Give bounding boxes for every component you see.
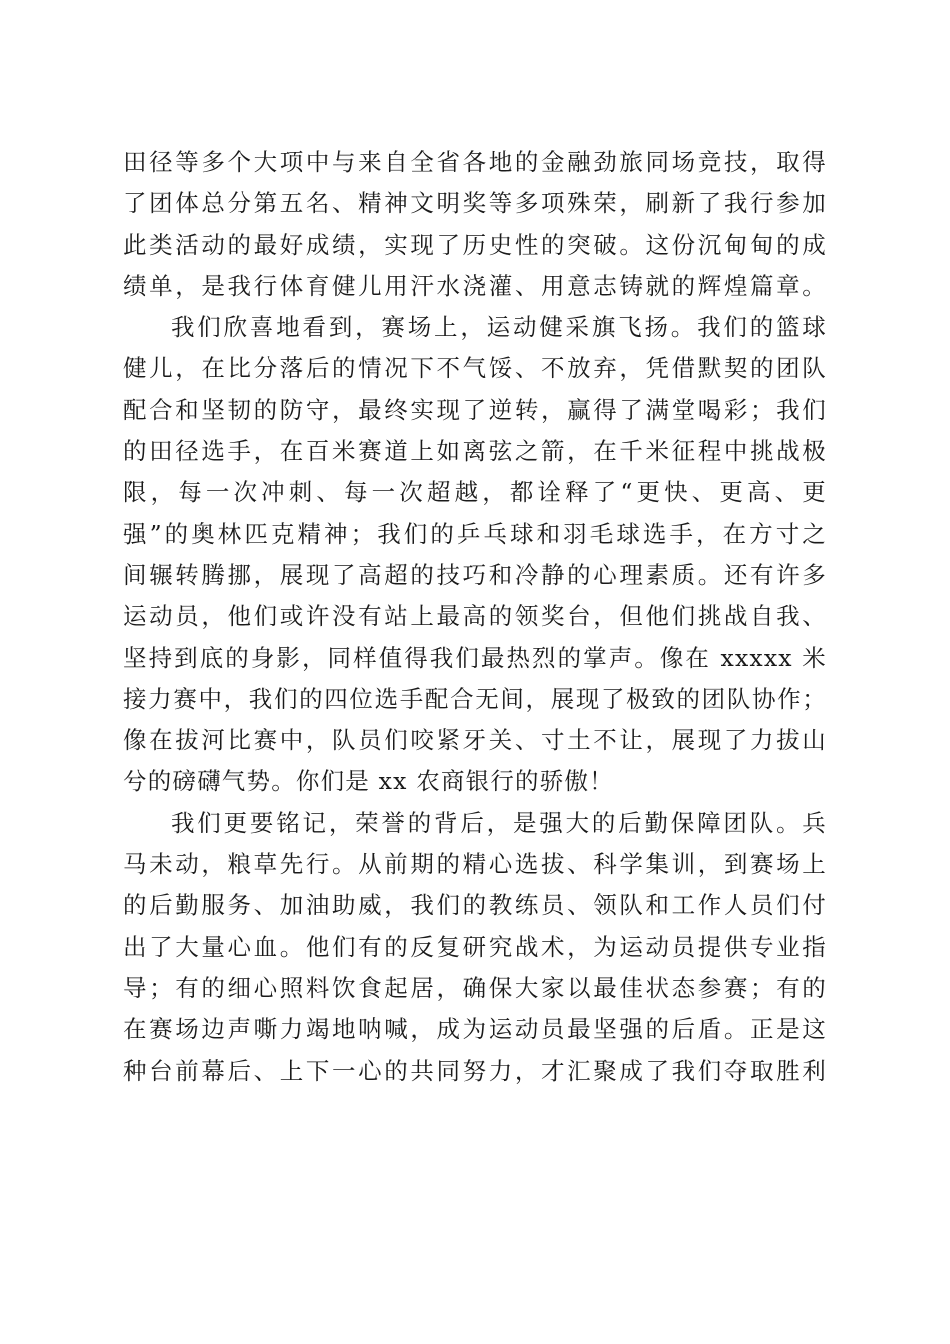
body-text: [123, 142, 827, 1092]
text-line: 限，每一次冲刺、每一次超越，都诠释了“更快、更高、更: [123, 478, 827, 507]
text-line: 运动员，他们或许没有站上最高的领奖台，但他们挑战自我、: [123, 602, 827, 631]
text-line: 的后勤服务、加油助威，我们的教练员、领队和工作人员们付: [123, 891, 827, 920]
text-line: 绩单，是我行体育健儿用汗水浇灌、用意志铸就的辉煌篇章。: [123, 271, 827, 300]
paragraph: [123, 803, 827, 1092]
text-line: 此类活动的最好成绩，实现了历史性的突破。这份沉甸甸的成: [123, 230, 827, 259]
text-line: 我们欣喜地看到，赛场上，运动健采旗飞扬。我们的篮球: [171, 313, 827, 342]
text-line: 兮的磅礴气势。你们是 xx 农商银行的骄傲！: [123, 767, 614, 796]
paragraph: [123, 142, 827, 307]
text-line: 接力赛中，我们的四位选手配合无间，展现了极致的团队协作；: [123, 684, 827, 713]
text-line: 坚持到底的身影，同样值得我们最热烈的掌声。像在 xxxxx 米: [123, 643, 827, 672]
text-line: 健儿，在比分落后的情况下不气馁、不放弃，凭借默契的团队: [123, 354, 827, 383]
text-line: 在赛场边声嘶力竭地呐喊，成为运动员最坚强的后盾。正是这: [123, 1015, 827, 1044]
text-line: 田径等多个大项中与来自全省各地的金融劲旅同场竞技，取得: [123, 148, 827, 176]
text-line: 我们更要铭记，荣誉的背后，是强大的后勤保障团队。兵: [171, 808, 827, 837]
text-line: 间辗转腾挪，展现了高超的技巧和冷静的心理素质。还有许多: [123, 560, 827, 589]
text-line: 马未动，粮草先行。从前期的精心选拔、科学集训，到赛场上: [123, 850, 827, 879]
text-line: 导；有的细心照料饮食起居，确保大家以最佳状态参赛；有的: [123, 973, 827, 1002]
paragraph: [123, 307, 827, 803]
text-line: 像在拔河比赛中，队员们咬紧牙关、寸土不让，展现了力拔山: [123, 726, 827, 755]
text-line: 了团体总分第五名、精神文明奖等多项殊荣，刷新了我行参加: [123, 189, 827, 218]
text-line: 种台前幕后、上下一心的共同努力，才汇聚成了我们夺取胜利: [123, 1056, 827, 1085]
text-line: 配合和坚韧的防守，最终实现了逆转，赢得了满堂喝彩；我们: [123, 395, 827, 424]
text-line: 的田径选手，在百米赛道上如离弦之箭，在千米征程中挑战极: [123, 437, 827, 466]
text-line: 强”的奥林匹克精神；我们的乒乓球和羽毛球选手，在方寸之: [123, 519, 827, 548]
text-line: 出了大量心血。他们有的反复研究战术，为运动员提供专业指: [123, 932, 827, 961]
